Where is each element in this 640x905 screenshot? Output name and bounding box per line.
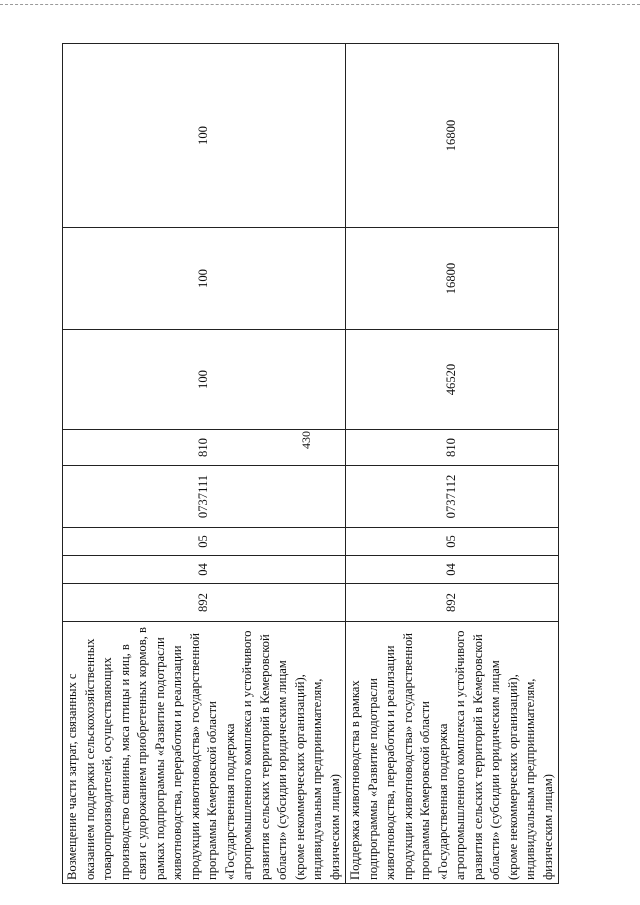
value-col-2: 16800 xyxy=(346,228,559,330)
page-number: 430 xyxy=(299,431,313,449)
section-code: 04 xyxy=(63,556,346,584)
ministry-code: 892 xyxy=(346,584,559,622)
value-col-1: 100 xyxy=(63,330,346,430)
expense-code: 810 xyxy=(63,430,346,466)
target-code: 0737111 xyxy=(63,466,346,528)
row-description: Возмещение части затрат, связанных с оказанием поддержки сельскохозяйственных товаропроизводителей, осуществляющих производство свинины, мяса птицы и яиц, в связи с удорожанием приобретенных кормов, в рамках подпрограммы «Развитие подотрасли животноводства, переработки и реализации продукции животноводства» государственной программы Кемеровской области «Государственная поддержка агропромышленного комплекса и устойчивого развития сельских территорий в Кемеровской области» (субсидии юридическим лицам (кроме некоммерческих организаций), индивидуальным предпринимателям, физическим лицам) xyxy=(63,622,346,884)
table-row xyxy=(63,44,346,884)
target-code: 0737112 xyxy=(346,466,559,528)
ministry-code: 892 xyxy=(63,584,346,622)
row-description: Поддержка животноводства в рамках подпрограммы «Развитие подотрасли животноводства, переработки и реализации продукции животноводства» государственной программы Кемеровской области «Государственная поддержка агропромышленного комплекса и устойчивого развития сельских территорий в Кемеровской области» (субсидии юридическим лицам (кроме некоммерческих организаций), индивидуальным предпринимателям, физическим лицам) xyxy=(346,622,559,884)
subsection-code: 05 xyxy=(346,528,559,556)
top-dashed-rule xyxy=(0,4,640,5)
value-col-3: 100 xyxy=(63,44,346,228)
value-col-2: 100 xyxy=(63,228,346,330)
table-row xyxy=(346,44,559,884)
section-code: 04 xyxy=(346,556,559,584)
value-col-3: 16800 xyxy=(346,44,559,228)
expense-code: 810 xyxy=(346,430,559,466)
rotated-table-wrapper xyxy=(62,44,555,884)
budget-table xyxy=(62,43,559,884)
subsection-code: 05 xyxy=(63,528,346,556)
value-col-1: 46520 xyxy=(346,330,559,430)
